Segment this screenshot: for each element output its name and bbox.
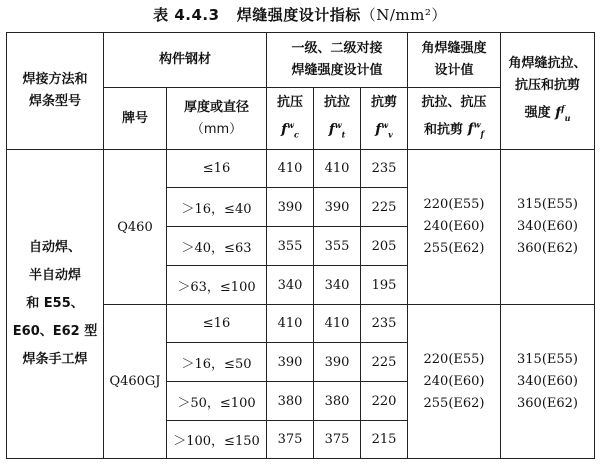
fillet-u-cell: 315(E55) 340(E60) 360(E62): [501, 305, 595, 459]
symbol-fuf: $f^f_u$: [555, 103, 571, 123]
fc-cell: 390: [267, 343, 314, 382]
fv-cell: 205: [361, 227, 408, 266]
thickness-cell: ≤16: [167, 305, 267, 343]
header-tension: 抗拉 $f^w_t$: [314, 88, 361, 150]
symbol-ftw: $f^w_t$: [328, 119, 346, 140]
fillet-cell: 220(E55) 240(E60) 255(E62): [408, 150, 501, 305]
thickness-cell: ≤16: [167, 150, 267, 188]
fv-cell: 235: [361, 305, 408, 343]
fillet-cell: 220(E55) 240(E60) 255(E62): [408, 305, 501, 459]
ft-cell: 410: [314, 305, 361, 343]
ft-cell: 410: [314, 150, 361, 188]
header-fillet-weld: 角焊缝强度 设计值: [408, 33, 501, 88]
ft-cell: 390: [314, 188, 361, 227]
grade-cell: Q460: [104, 150, 167, 305]
ft-cell: 340: [314, 266, 361, 305]
weld-strength-table: [6, 32, 595, 459]
header-steel: 构件钢材: [104, 33, 267, 88]
thickness-cell: ＞63，≤100: [167, 266, 267, 305]
header-thickness: 厚度或直径 （mm）: [167, 88, 267, 150]
fillet-u-cell: 315(E55) 340(E60) 360(E62): [501, 150, 595, 305]
header-method: 焊接方法和 焊条型号: [7, 33, 104, 150]
header-compression: 抗压 $f^w_c$: [267, 88, 314, 150]
fc-cell: 355: [267, 227, 314, 266]
thickness-cell: ＞40，≤63: [167, 227, 267, 266]
thickness-cell: ＞100，≤150: [167, 421, 267, 459]
fv-cell: 220: [361, 382, 408, 421]
header-fillet-strength: 角焊缝抗拉、 抗压和抗剪 强度 $f^f_u$: [501, 33, 595, 150]
fv-cell: 235: [361, 150, 408, 188]
table-unit: （N/mm²）: [360, 6, 447, 24]
ft-cell: 390: [314, 343, 361, 382]
fc-cell: 390: [267, 188, 314, 227]
fc-cell: 410: [267, 305, 314, 343]
fv-cell: 195: [361, 266, 408, 305]
table-title: 焊缝强度设计指标: [236, 6, 361, 24]
fc-cell: 380: [267, 382, 314, 421]
fc-cell: 410: [267, 150, 314, 188]
ft-cell: 375: [314, 421, 361, 459]
fc-cell: 340: [267, 266, 314, 305]
ft-cell: 380: [314, 382, 361, 421]
fv-cell: 215: [361, 421, 408, 459]
thickness-cell: ＞16，≤50: [167, 343, 267, 382]
ft-cell: 355: [314, 227, 361, 266]
symbol-ffw: $f^w_f$: [467, 119, 484, 140]
fc-cell: 375: [267, 421, 314, 459]
symbol-fvw: $f^w_v$: [375, 119, 393, 140]
header-fillet-sub: 抗拉、抗压 和抗剪 $f^w_f$: [408, 88, 501, 150]
header-shear: 抗剪 $f^w_v$: [361, 88, 408, 150]
fv-cell: 225: [361, 343, 408, 382]
table-number: 表 4.4.3: [153, 6, 220, 24]
fv-cell: 225: [361, 188, 408, 227]
header-grade: 牌号: [104, 88, 167, 150]
thickness-cell: ＞50，≤100: [167, 382, 267, 421]
method-label: 自动焊、 半自动焊 和 E55、 E60、E62 型 焊条手工焊: [7, 150, 104, 459]
table-row: [7, 150, 595, 188]
thickness-cell: ＞16，≤40: [167, 188, 267, 227]
table-caption: [0, 0, 600, 30]
header-butt-weld: 一级、二级对接 焊缝强度设计值: [267, 33, 408, 88]
grade-cell: Q460GJ: [104, 305, 167, 459]
symbol-fcw: $f^w_c$: [281, 119, 299, 140]
